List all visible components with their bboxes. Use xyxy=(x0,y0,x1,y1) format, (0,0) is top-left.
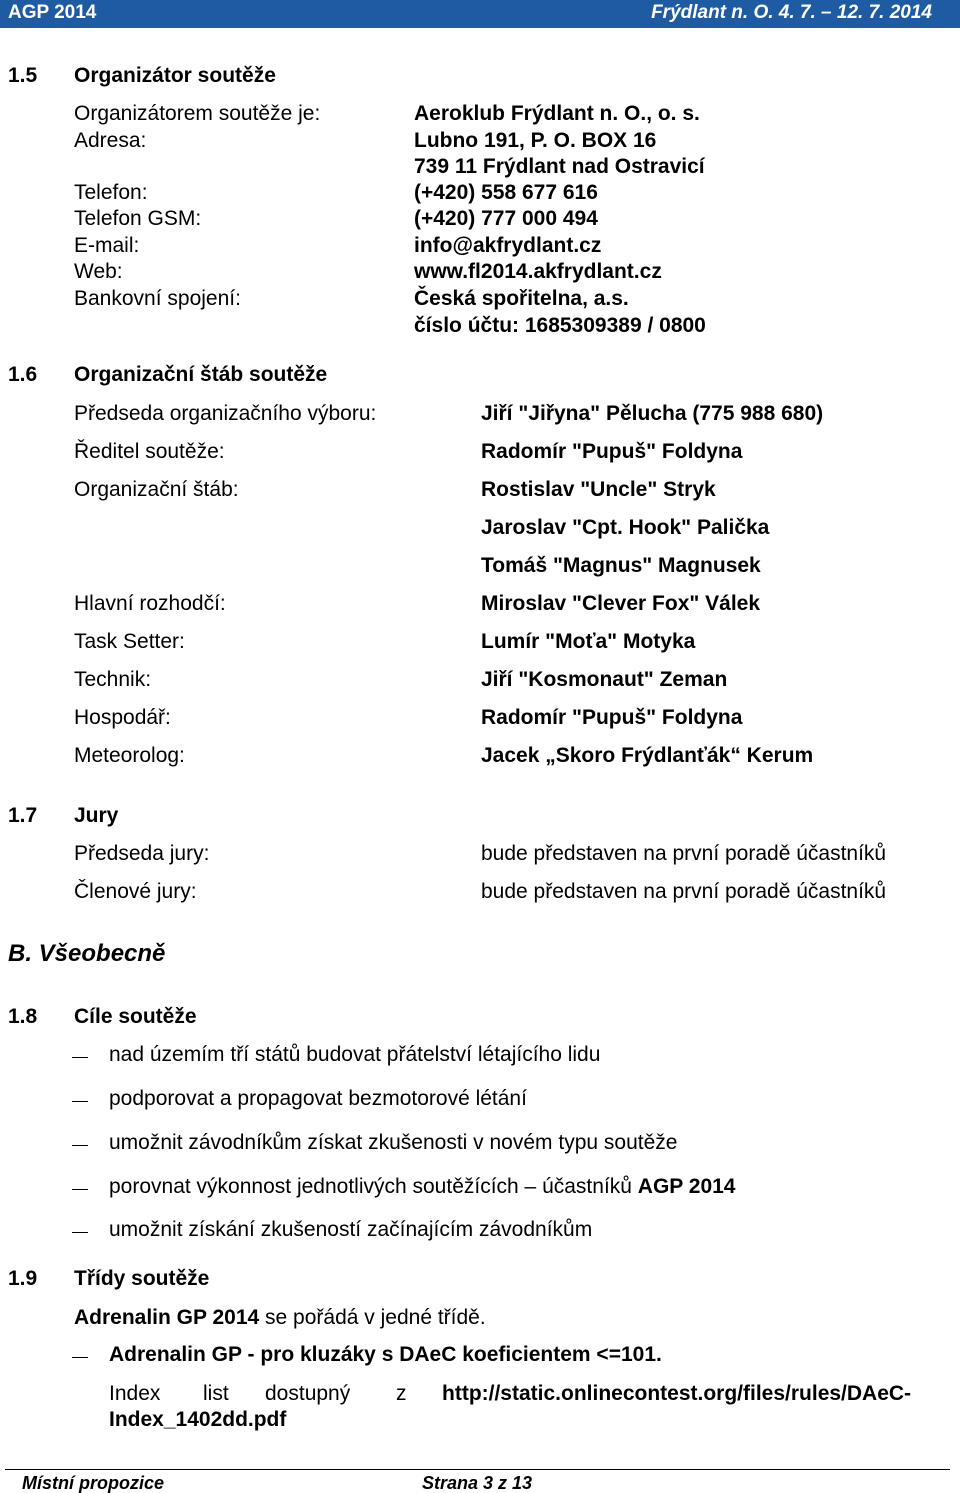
account-number-value: číslo účtu: 1685309389 / 0800 xyxy=(414,314,706,337)
gsm-label: Telefon GSM: xyxy=(74,207,202,230)
staff-label: Meteorolog: xyxy=(74,744,185,767)
jury-value: bude představen na první poradě účastníků xyxy=(481,880,887,903)
class-intro-bold: Adrenalin GP 2014 xyxy=(74,1306,260,1329)
bank-value: Česká spořitelna, a.s. xyxy=(414,287,629,310)
staff-value: Jiří "Kosmonaut" Zeman xyxy=(481,668,728,691)
staff-label: Technik: xyxy=(74,668,152,691)
footer-left: Místní propozice xyxy=(22,1473,165,1493)
staff-label: Task Setter: xyxy=(74,630,185,653)
staff-label: Předseda organizačního výboru: xyxy=(74,402,377,425)
class-intro xyxy=(74,1307,486,1328)
staff-value: Jiří "Jiřyna" Pělucha (775 988 680) xyxy=(481,402,824,425)
staff-label: Ředitel soutěže: xyxy=(74,440,225,463)
web-value[interactable]: www.fl2014.akfrydlant.cz xyxy=(414,260,662,283)
goal-item: podporovat a propagovat bezmotorové létání xyxy=(109,1087,527,1110)
section-1-8-title: Cíle soutěže xyxy=(74,1005,197,1028)
email-value[interactable]: info@akfrydlant.cz xyxy=(414,234,602,257)
dash-bullet-icon xyxy=(72,1189,88,1190)
organizer-label: Organizátorem soutěže je: xyxy=(74,102,321,125)
index-link-part2[interactable]: Index_1402dd.pdf xyxy=(109,1408,287,1431)
staff-label: Organizační štáb: xyxy=(74,478,239,501)
index-link-part1[interactable]: http://static.onlinecontest.org/files/rules/DAeC- xyxy=(442,1382,912,1405)
address-label: Adresa: xyxy=(74,129,147,152)
staff-value: Rostislav "Uncle" Stryk xyxy=(481,478,716,501)
dash-bullet-icon xyxy=(72,1145,88,1146)
staff-value: Radomír "Pupuš" Foldyna xyxy=(481,706,743,729)
header-bar xyxy=(0,0,960,28)
staff-value: Lumír "Moťa" Motyka xyxy=(481,630,696,653)
web-label: Web: xyxy=(74,260,123,283)
section-1-9-title: Třídy soutěže xyxy=(74,1267,210,1290)
staff-value: Jacek „Skoro Frýdlanťák“ Kerum xyxy=(481,744,814,767)
jury-label: Předseda jury: xyxy=(74,842,210,865)
section-1-6-number: 1.6 xyxy=(8,363,38,386)
staff-value: Jaroslav "Cpt. Hook" Palička xyxy=(481,516,770,539)
phone-label: Telefon: xyxy=(74,181,148,204)
section-1-9-number: 1.9 xyxy=(8,1267,38,1290)
organizer-value: Aeroklub Frýdlant n. O., o. s. xyxy=(414,102,700,125)
footer-divider xyxy=(5,1469,950,1470)
index-word: Index xyxy=(109,1382,161,1405)
dash-bullet-icon xyxy=(72,1057,88,1058)
dash-bullet-icon xyxy=(72,1101,88,1102)
index-word: dostupný xyxy=(265,1382,351,1405)
class-intro-rest: se pořádá v jedné třídě. xyxy=(259,1306,486,1329)
dash-bullet-icon xyxy=(72,1357,88,1358)
goal-item-bold: AGP 2014 xyxy=(637,1175,736,1198)
class-item-rest: - pro kluzáky s DAeC koeficientem <=101. xyxy=(241,1343,662,1366)
header-right: Frýdlant n. O. 4. 7. – 12. 7. 2014 xyxy=(651,2,932,23)
section-1-5-title: Organizátor soutěže xyxy=(74,64,276,87)
phone-value: (+420) 558 677 616 xyxy=(414,181,598,204)
goal-item: umožnit získání zkušeností začínajícím závodníkům xyxy=(109,1218,593,1241)
dash-bullet-icon xyxy=(72,1232,88,1233)
staff-value: Miroslav "Clever Fox" Válek xyxy=(481,592,761,615)
class-item xyxy=(109,1344,662,1365)
index-word: list xyxy=(203,1382,229,1405)
staff-value: Tomáš "Magnus" Magnusek xyxy=(481,554,761,577)
gsm-value: (+420) 777 000 494 xyxy=(414,207,598,230)
goal-item: umožnit závodníkům získat zkušenosti v novém typu soutěže xyxy=(109,1131,678,1154)
goal-item-text: porovnat výkonnost jednotlivých soutěžících – účastníků xyxy=(109,1175,638,1198)
goal-item xyxy=(109,1176,735,1197)
email-label: E-mail: xyxy=(74,234,140,257)
staff-value: Radomír "Pupuš" Foldyna xyxy=(481,440,743,463)
section-1-5-number: 1.5 xyxy=(8,64,38,87)
section-1-8-number: 1.8 xyxy=(8,1005,38,1028)
bank-label: Bankovní spojení: xyxy=(74,287,241,310)
goal-item: nad územím tří států budovat přátelství létajícího lidu xyxy=(109,1043,601,1066)
part-b-heading: B. Všeobecně xyxy=(8,940,166,967)
jury-value: bude představen na první poradě účastníků xyxy=(481,842,887,865)
jury-label: Členové jury: xyxy=(74,880,197,903)
class-item-bold: Adrenalin GP xyxy=(109,1343,242,1366)
footer-page-number: Strana 3 z 13 xyxy=(422,1473,533,1493)
index-word: z xyxy=(396,1382,407,1405)
header-left: AGP 2014 xyxy=(8,2,97,23)
section-1-7-number: 1.7 xyxy=(8,804,38,827)
staff-label: Hlavní rozhodčí: xyxy=(74,592,226,615)
section-1-7-title: Jury xyxy=(74,804,119,827)
section-1-6-title: Organizační štáb soutěže xyxy=(74,363,328,386)
address-value: Lubno 191, P. O. BOX 16 xyxy=(414,129,657,152)
staff-label: Hospodář: xyxy=(74,706,171,729)
address-city-value: 739 11 Frýdlant nad Ostravicí xyxy=(414,155,705,178)
